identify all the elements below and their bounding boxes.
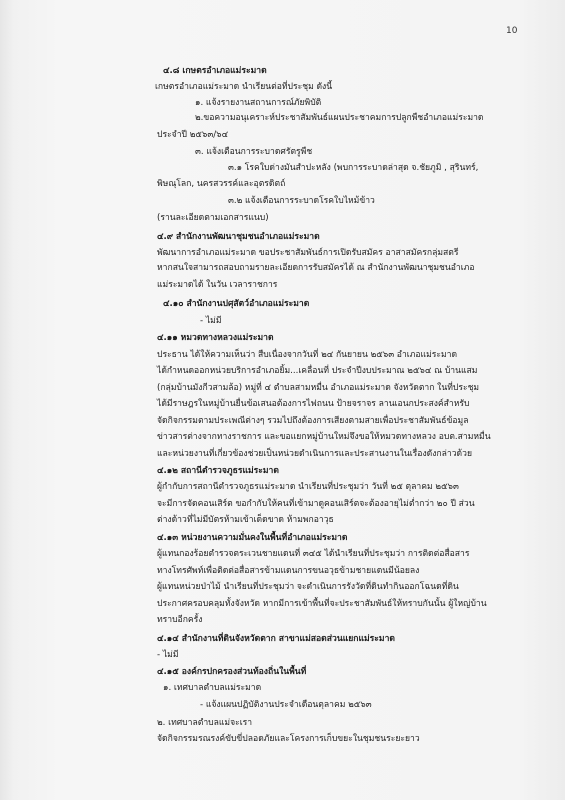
text-line: (รานละเอียดตามเอกสารแนบ) [157, 213, 269, 223]
text-line: ผู้กำกับการสถานีตำรวจภูธรแม่ระมาด นำเรียนที่ประชุมว่า วันที่ ๒๕ ตุลาคม ๒๕๖๓ [157, 482, 459, 492]
text-line: ทางโทรศัพท์เพื่อติดต่อสื่อสารข้ามแดนการขนอวุธข้ามชายแดนมีน้อยลง [157, 566, 420, 576]
text-line: ต่างด้าวที่ไม่มีบัตรห้ามเข้าเด็ดขาด ห้ามพกอาวุธ [157, 515, 334, 525]
text-line: ทราบอีกครั้ง [157, 615, 203, 625]
section-heading: ๔.๑๕ องค์กรปกครองส่วนท้องถิ่นในพื้นที่ [157, 667, 307, 677]
text-line: ๓. แจ้งเตือนการระบาดศรัตรูพืช [195, 147, 313, 157]
section-heading: ๔.๑๑ หมวดทางหลวงแม่ระมาด [157, 333, 274, 343]
text-line: ๓.๒ แจ้งเตือนการระบาดโรคใบไหม้ข้าว [228, 196, 375, 206]
text-line: ๓.๑ โรคใบด่างมันสำปะหลัง (พบการระบาดล่าสุด จ.ชัยภูมิ , สุรินทร์, [228, 163, 479, 173]
text-line: จัดกิจกรรมรณรงค์ขับขี่ปลอดภัยและโครงการเก็บขยะในชุมชนระยะยาว [157, 734, 420, 744]
section-heading: ๔.๘ เกษตรอำเภอแม่ระมาด [163, 66, 267, 76]
text-line: ผู้แทนหน่วยป่าไม้ นำเรียนที่ประชุมว่า จะดำเนินการรังวัดที่ดินทำกินออกโฉนดที่ดิน [157, 582, 459, 592]
text-line: เกษตรอำเภอแม่ระมาด นำเรียนต่อที่ประชุม ดังนี้ [155, 82, 333, 92]
page-number: 10 [506, 26, 518, 36]
text-line: จัดกิจกรรมตามประเพณีต่างๆ รวมไปถึงต้องการเสียงตามสายเพื่อประชาสัมพันธ์ข้อมูล [157, 416, 469, 426]
text-line: ประกาศครอบคลุมทั้งจังหวัด หากมีการเข้าพื้นที่จะประชาสัมพันธ์ให้ทราบกันนั้น ผู้ใหญ่บ้าน [157, 599, 487, 609]
text-line: และหน่วยงานที่เกี่ยวข้องช่วยเป็นหน่วยดำเนินการและประสานงานในเรื่องดังกล่าวด้วย [157, 449, 472, 459]
text-line: พัฒนาการอำเภอแม่ระมาด ขอประชาสัมพันธ์การเปิดรับสมัคร อาสาสมัครกลุ่มสตรี [157, 248, 459, 258]
text-line: ๒.ขอความอนุเคราะห์ประชาสัมพันธ์แผนประชาคมการปลูกพืชอำเภอแม่ระมาด [195, 113, 484, 123]
text-line: ได้มีราษฎรในหมู่บ้านยื่นข้อเสนอต้องการไฟถนน ป้ายจราจร ลานเอนกประสงค์สำหรับ [157, 399, 470, 409]
text-line: ๑. เทศบาลตำบลแม่ระมาด [163, 683, 262, 693]
text-line: หากสนใจสามารถสอบถามรายละเอียดการรับสมัครได้ ณ สำนักงานพัฒนาชุมชนอำเภอ [157, 263, 475, 273]
text-line: ข่าวสารต่างจากทางราชการ และขอแยกหมู่บ้านใหม่จึงขอให้หมวดทางหลวง อบต.สามหมื่น [157, 432, 491, 442]
text-line: ประจำปี ๒๕๖๓/๖๔ [157, 130, 229, 140]
text-line: ๒. เทศบาลตำบลแม่จะเรา [157, 718, 253, 728]
section-heading: ๔.๑๔ สำนักงานที่ดินจังหวัดตาก สาขาแม่สอดส่วนแยกแม่ระมาด [157, 634, 395, 644]
text-line: ประธาน ได้ให้ความเห็นว่า สืบเนื่องจากวันที่ ๒๔ กันยายน ๒๕๖๓ อำเภอแม่ระมาด [157, 350, 458, 360]
section-heading: ๔.๑๐ สำนักงานปศุสัตว์อำเภอแม่ระมาด [163, 299, 310, 309]
text-line: ได้กำหนดออกหน่วยบริการอำเภอยิ้ม...เคลื่อนที่ ประจำปีงบประมาณ ๒๕๖๔ ณ บ้านแสม [157, 366, 478, 376]
text-line: (กลุ่มบ้านมังกีวสามล้อ) หมู่ที่ ๔ ตำบลสามหมื่น อำเภอแม่ระมาด จังหวัดตาก ในที่ประชุม [157, 383, 480, 393]
section-heading: ๔.๙ สำนักงานพัฒนาชุมชนอำเภอแม่ระมาด [157, 232, 320, 242]
text-line: - ไม่มี [200, 316, 222, 326]
text-line: - แจ้งแผนปฏิบัติงานประจำเดือนตุลาคม ๒๕๖๓ [200, 700, 372, 710]
text-line: - ไม่มี [157, 650, 179, 660]
text-line: พิษณุโลก, นครสวรรค์และอุตรดิตถ์ [157, 179, 286, 189]
section-heading: ๔.๑๒ สถานีตำรวจภูธรแม่ระมาด [157, 466, 279, 476]
text-line: แม่ระมาดได้ ในวัน เวลาราชการ [157, 280, 278, 290]
text-line: ๑. แจ้งรายงานสถานการณ์ภัยพิบัติ [195, 98, 322, 108]
text-line: ผู้แทนกองร้อยตำรวจตระเวนชายแดนที่ ๓๔๕ ได้นำเรียนที่ประชุมว่า การติดต่อสื่อสาร [157, 549, 470, 559]
section-heading: ๔.๑๓ หน่วยงานความมั่นคงในพื้นที่อำเภอแม่ระมาด [157, 533, 348, 543]
text-line: จะมีการจัดคอนเสิร์ต ขอกำกับให้คนที่เข้ามาดูคอนเสิร์ตจะต้องอายุไม่ต่ำกว่า ๒๐ ปี ส่วน [157, 499, 475, 509]
